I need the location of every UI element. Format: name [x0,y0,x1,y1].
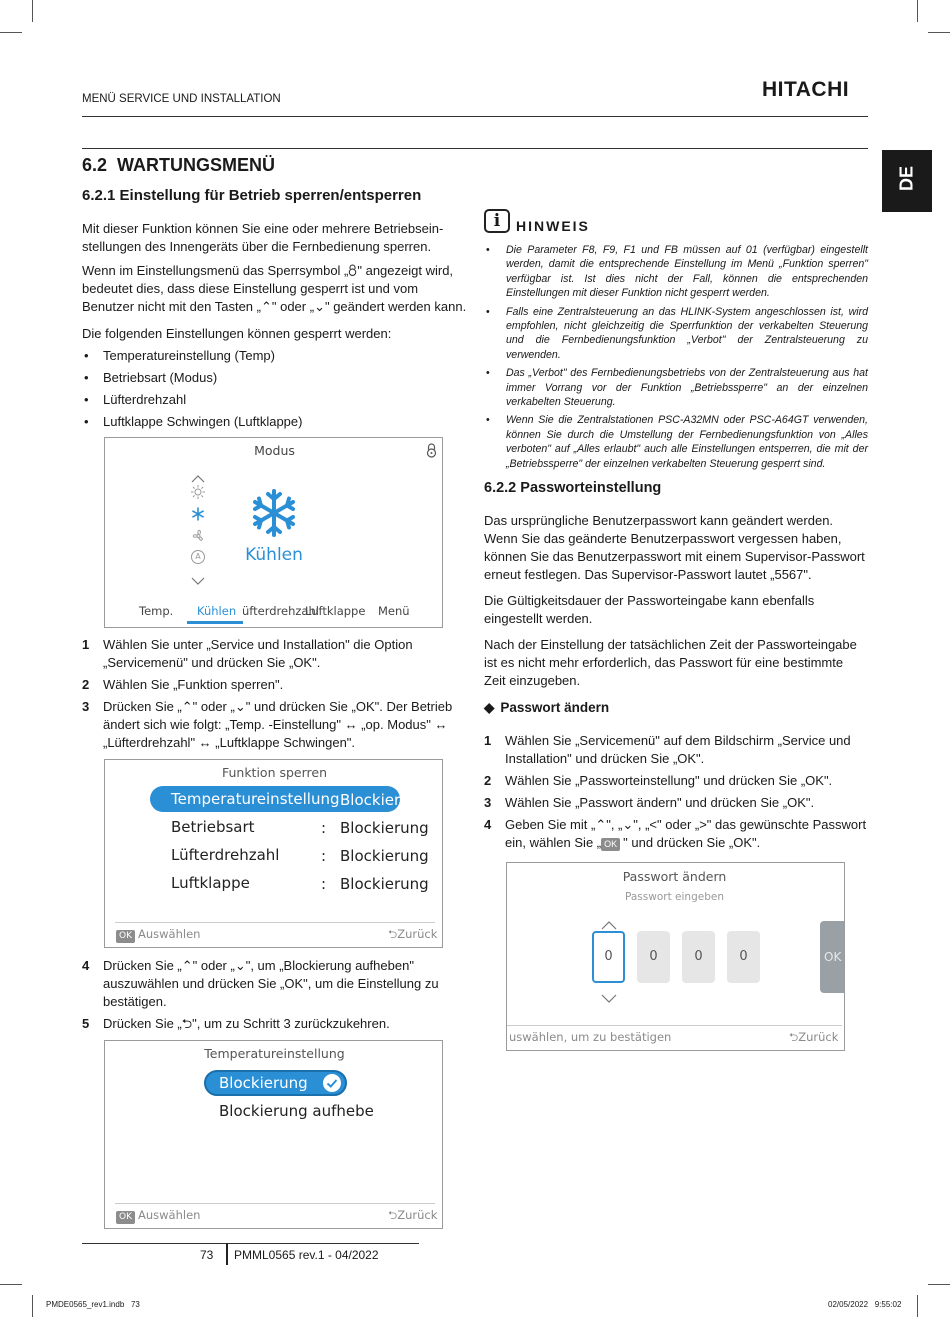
document-id: PMML0565 rev.1 - 04/2022 [234,1248,379,1262]
crop-mark [928,1284,950,1285]
subsection-heading: 6.2.2 Passworteinstellung [484,480,662,496]
row-label[interactable]: Betriebsart [171,818,255,836]
section-number: 6.2 [82,155,108,175]
down-chevron-icon: ⌄ [314,299,325,314]
scroll-down-icon[interactable] [191,571,205,590]
step-item: 5 Drücken Sie „⮌", um zu Schritt 3 zurückzukehren. [82,1016,390,1031]
paragraph: Das ursprüngliche Benutzerpasswort kann geändert werden. Wenn Sie das geänderte Benutzerpasswort vergessen haben, können Sie das Benutzerpasswort mit einem Supervisor-Passwort erneut festlegen. Das Supervisor-Passwort lautet „5567". [484,513,865,582]
tab-menu[interactable]: Menü [378,604,410,618]
tab-kuehlen[interactable]: Kühlen [197,604,237,618]
language-tab-label: DE [896,166,917,192]
note-item: • Wenn Sie die Zentralstationen PSC-A32MN oder PSC-A64GT verwenden, können Sie durch die Umstellung der Fernbedienungsfunktion von „Alles verboten" auf „Alles erlaubt" auch alle Einstellungen entsperren, die mit der „Betriebssperre" der einzelnen verkabelten Steuerung gesperrt sind. [484,413,868,471]
info-icon: i [484,209,510,233]
lock-icon [426,443,437,462]
crop-mark [917,1295,918,1317]
digit-box-active[interactable]: 0 [592,931,625,983]
step-item: 4 Geben Sie mit „⌃", „⌄", „<" oder „>" das gewünschte Passwort ein, wählen Sie „ OK " und drücken Sie „OK". [484,817,867,850]
section-rule [82,148,868,149]
screen-title: Passwort ändern [622,869,727,884]
row-value: Blockierung [340,847,429,865]
bottom-tab-bar [105,604,443,628]
note-item: • Falls eine Zentralsteuerung an das HLINK-System angeschlossen ist, wird empfohlen, nicht gleichzeitig die Sperrfunktion der verkabelten Steuerung und die Fernbedienungsfunktion „Verbot" der Zentralsteuerung zu verwenden. [484,305,868,363]
temperature-setting-screen [104,1040,443,1229]
page-number: 73 [200,1248,214,1262]
snowflake-small-icon [191,506,205,525]
ok-button[interactable]: OK [820,921,845,993]
back-hint[interactable]: ⮌Zurück [388,1208,438,1222]
row-label: Temperatureinstellung [171,790,340,808]
footer-rule [115,1203,435,1204]
lock-icon [348,263,357,274]
check-icon [323,1074,341,1092]
brand-logo: HITACHI [762,78,850,101]
subsection-heading: 6.2.1 Einstellung für Betrieb sperren/entsperren [82,187,422,204]
row-separator: : [321,847,327,865]
crop-mark [32,1295,33,1317]
selected-option-label: Blockierung [219,1074,308,1092]
tab-luftklappe[interactable]: Luftklappe [305,604,366,618]
note-item: • Das „Verbot" des Fernbedienungsbetriebs von der Zentralsteuerung aus hat immer Vorrang vor der Funktion „Betriebssperre" an der einzelnen verkabelten Steuerung. [484,366,868,409]
screen-subtitle: Passwort eingeben [625,891,724,903]
paragraph: Wenn im Einstellungsmenü das Sperrsymbol „ " angezeigt wird, bedeutet dies, dass diese Einstellung gesperrt ist und vom Benutzer nicht mit den Tasten „⌃" oder „⌄" geändert werden kann. [82,263,467,314]
sun-icon [191,484,205,503]
select-hint: OK Auswählen [116,927,200,943]
active-tab-indicator [187,621,243,624]
diamond-icon: ◆ [484,700,495,715]
sub-heading: ◆ Passwort ändern [484,700,610,715]
back-icon: ⮌ [388,927,398,941]
password-change-screen [506,862,845,1051]
print-timestamp: 02/05/2022 9:55:02 [828,1300,902,1309]
crop-mark [32,0,33,22]
confirm-hint: uswählen, um zu bestätigen [509,1030,672,1044]
back-icon: ⮌ [388,1208,398,1222]
note-list [484,243,868,475]
running-header: MENÜ SERVICE UND INSTALLATION [82,93,281,105]
screen-title: Modus [254,443,295,458]
footer-divider [226,1243,228,1265]
list-item: • Lüfterdrehzahl [82,389,467,411]
digit-box[interactable]: 0 [727,931,760,983]
auto-mode-icon: A [191,550,205,564]
row-value: Blockier [340,791,401,809]
paragraph: Nach der Einstellung der tatsächlichen Zeit der Passworteingabe ist es nicht mehr erforderlich, das Passwort für eine bestimmte Zeit einzugeben. [484,637,857,688]
back-hint[interactable]: ⮌Zurück [388,927,438,941]
select-hint: OK Auswählen [116,1208,200,1224]
footer-rule [507,1025,842,1026]
paragraph: Die folgenden Einstellungen können gesperrt werden: [82,326,392,341]
row-separator: : [321,819,327,837]
paragraph: Mit dieser Funktion können Sie eine oder mehrere Betriebsein-stellungen des Innengeräts über die Fernbedienung sperren. [82,221,444,254]
option-label[interactable]: Blockierung aufhebe [219,1102,374,1120]
row-label[interactable]: Lüfterdrehzahl [171,846,280,864]
screen-title: Temperatureinstellung [204,1046,345,1061]
step-item: 3 Drücken Sie „⌃" oder „⌄" und drücken Sie „OK". Der Betrieb ändert sich wie folgt: „Temp. -Einstellung" ↔ „op. Modus" ↔ „Lüfterdrehzahl" ↔ „Luftklappe Schwingen". [82,699,453,750]
row-value: Blockierung [340,875,429,893]
step-item: 1 Wählen Sie „Servicemenü" auf dem Bildschirm „Service und Installation" und drücken Sie „OK". [484,733,851,766]
tab-fan-speed[interactable]: üfterdrehzahl [242,604,319,618]
crop-mark [0,32,22,33]
section-name: WARTUNGSMENÜ [117,155,276,175]
row-label[interactable]: Luftklappe [171,874,250,892]
snowflake-large-icon [249,488,299,542]
crop-mark [0,1284,22,1285]
crop-mark [917,0,918,22]
digit-box[interactable]: 0 [637,931,670,983]
header-rule [82,116,868,117]
step-item: 3 Wählen Sie „Passwort ändern" und drücken Sie „OK". [484,795,815,810]
step-item: 4 Drücken Sie „⌃" oder „⌄", um „Blockierung aufheben" auszuwählen und drücken Sie „OK", um die Einstellung zu bestätigen. [82,958,439,1009]
mode-label: Kühlen [245,545,303,565]
steps-list [82,957,467,1037]
ok-chip: OK [116,1211,135,1224]
row-separator: : [321,875,327,893]
back-hint[interactable]: ⮌Zurück [789,1030,839,1044]
note-item: • Die Parameter F8, F9, F1 und FB müssen auf 01 (verfügbar) eingestellt werden, damit die entsprechende Einstellung im Menü „Funktion sperren" verfügbar ist. Ist dies nicht der Fall, können die entsprechenden Einstellungen mit dieser Funktion nicht gesperrt werden. [484,243,868,301]
list-item: • Betriebsart (Modus) [82,367,467,389]
function-lock-screen [104,759,443,948]
footer-rule [115,922,435,923]
step-item: 2 Wählen Sie „Funktion sperren". [82,677,284,692]
digit-box[interactable]: 0 [682,931,715,983]
paragraph: Die Gültigkeitsdauer der Passworteingabe kann ebenfalls eingestellt werden. [484,593,815,626]
steps-list [82,636,467,756]
ok-chip: OK [116,930,135,943]
step-item: 1 Wählen Sie unter „Service und Installation" die Option „Servicemenü" und drücken Sie „OK". [82,637,413,670]
file-slug: PMDE0565_rev1.indb 73 [46,1300,140,1309]
steps-list [484,732,868,856]
section-title [82,155,275,176]
tab-temp[interactable]: Temp. [139,604,174,618]
list-item: • Temperatureinstellung (Temp) [82,345,467,367]
lockable-settings-list [82,345,467,433]
decrement-icon[interactable] [601,989,617,1008]
list-item: • Luftklappe Schwingen (Luftklappe) [82,411,467,433]
up-chevron-icon: ⌃ [260,299,272,314]
row-value: Blockierung [340,819,429,837]
screen-title: Funktion sperren [221,765,328,780]
ok-chip: OK [601,838,620,851]
footer-rule [82,1243,419,1244]
fan-icon [191,528,206,547]
modus-screen [104,437,443,628]
crop-mark [928,32,950,33]
note-title: HINWEIS [516,218,590,234]
back-icon: ⮌ [789,1030,799,1044]
step-item: 2 Wählen Sie „Passworteinstellung" und drücken Sie „OK". [484,773,833,788]
